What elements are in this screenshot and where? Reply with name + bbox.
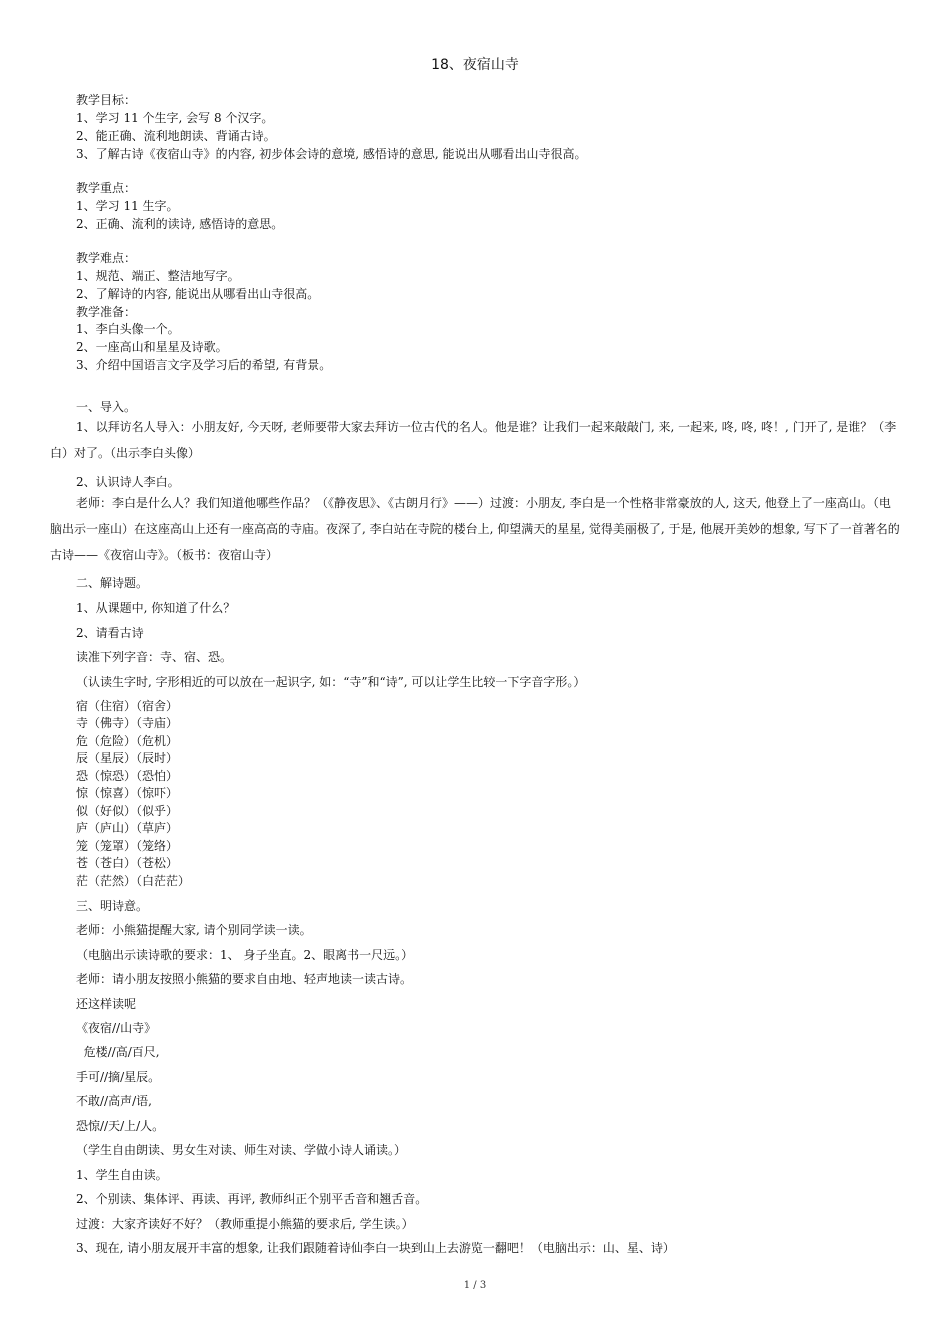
paragraph: 1、学生自由读。: [76, 1168, 168, 1182]
paragraph: 老师：李白是什么人？我们知道他哪些作品？（《静夜思》、《古朗月行》——）过渡：小朋友, 李白是一个性格非常豪放的人, 这天, 他登上了一座高山。（电脑出示一座山）在这座高山上还有一座高高的寺庙。夜深了, 李白站在寺院的楼台上, 仰望满天的星星, 觉得美丽极了, 于是, 他展开美妙的想象, 写下了一首著名的古诗——《夜宿山寺》。（板书：夜宿山寺）: [50, 496, 900, 562]
paragraph: 1、以拜访名人导入：小朋友好, 今天呀, 老师要带大家去拜访一位古代的名人。他是谁？让我们一起来敲敲门, 来, 一起来, 咚, 咚, 咚！, 门开了, 是谁？（李白）对了。（出示李白头像）: [50, 420, 897, 460]
paragraph: （认读生字时, 字形相近的可以放在一起识字, 如：“寺”和“诗”, 可以让学生比较一下字音字形。）: [76, 675, 586, 689]
poem-line: 不敢//高声/语,: [76, 1094, 152, 1108]
paragraph: 2、请看古诗: [76, 626, 144, 640]
prep-heading: 教学准备：: [76, 305, 137, 319]
difficulty-item: 2、了解诗的内容, 能说出从哪看出山寺很高。: [76, 287, 320, 301]
paragraph: 还这样读呢: [76, 997, 137, 1011]
page-number: 1 / 3: [463, 1280, 487, 1291]
word-item: 恐（惊恐）（恐怕）: [76, 769, 179, 783]
prep-item: 2、一座高山和星星及诗歌。: [76, 340, 228, 354]
keypoints-heading: 教学重点：: [76, 181, 137, 195]
paragraph: 过渡：大家齐读好不好？（教师重提小熊猫的要求后, 学生读。）: [76, 1217, 414, 1231]
word-item: 苍（苍白）（苍松）: [76, 856, 179, 870]
paragraph: 1、从课题中, 你知道了什么？: [76, 601, 236, 615]
word-item: 危（危险）（危机）: [76, 734, 179, 748]
difficulties-heading: 教学难点：: [76, 251, 137, 265]
word-item: 惊（惊喜）（惊吓）: [76, 786, 179, 800]
word-item: 寺（佛寺）（寺庙）: [76, 716, 179, 730]
word-item: 笼（笼罩）（笼络）: [76, 839, 179, 853]
word-item: 茫（茫然）（白茫茫）: [76, 874, 191, 888]
poem-line: 手可//摘/星辰。: [76, 1070, 161, 1084]
prep-item: 1、李白头像一个。: [76, 322, 180, 336]
paragraph: 老师：请小朋友按照小熊猫的要求自由地、轻声地读一读古诗。: [76, 972, 413, 986]
keypoint-item: 2、正确、流利的读诗, 感悟诗的意思。: [76, 217, 284, 231]
goal-item: 1、学习 11 个生字, 会写 8 个汉字。: [76, 111, 274, 125]
paragraph: （电脑出示读诗歌的要求：1、 身子坐直。2、眼离书一尺远。）: [76, 948, 414, 962]
poem-title: 《夜宿//山寺》: [76, 1021, 157, 1035]
paragraph: 2、认识诗人李白。: [76, 475, 180, 489]
paragraph: 3、现在, 请小朋友展开丰富的想象, 让我们跟随着诗仙李白一块到山上去游览一翻吧！（电脑出示：山、星、诗）: [76, 1241, 675, 1255]
paragraph: 2、个别读、集体评、再读、再评, 教师纠正个别平舌音和翘舌音。: [76, 1192, 428, 1206]
goals-heading: 教学目标：: [76, 93, 137, 107]
paragraph: 老师：小熊猫提醒大家, 请个别同学读一读。: [76, 923, 312, 937]
section-heading: 一、导入。: [76, 400, 137, 414]
word-item: 辰（星辰）（辰时）: [76, 751, 179, 765]
keypoint-item: 1、学习 11 生字。: [76, 199, 179, 213]
goal-item: 3、了解古诗《夜宿山寺》的内容, 初步体会诗的意境, 感悟诗的意思, 能说出从哪看出山寺很高。: [76, 147, 587, 161]
section-heading: 三、明诗意。: [76, 899, 149, 913]
difficulty-item: 1、规范、端正、整洁地写字。: [76, 269, 240, 283]
word-item: 庐（庐山）（草庐）: [76, 821, 179, 835]
word-item: 似（好似）（似乎）: [76, 804, 179, 818]
paragraph: （学生自由朗读、男女生对读、师生对读、学做小诗人诵读。）: [76, 1143, 407, 1157]
poem-line: 恐惊//天/上/人。: [76, 1119, 165, 1133]
prep-item: 3、介绍中国语言文字及学习后的希望, 有背景。: [76, 358, 332, 372]
section-heading: 二、解诗题。: [76, 576, 149, 590]
word-item: 宿（住宿）（宿舍）: [76, 699, 179, 713]
poem-line: 危楼//高/百尺,: [76, 1045, 160, 1059]
goal-item: 2、能正确、流利地朗读、背诵古诗。: [76, 129, 276, 143]
page-title: 18、夜宿山寺: [431, 57, 519, 73]
paragraph: 读准下列字音：寺、宿、恐。: [76, 650, 233, 664]
